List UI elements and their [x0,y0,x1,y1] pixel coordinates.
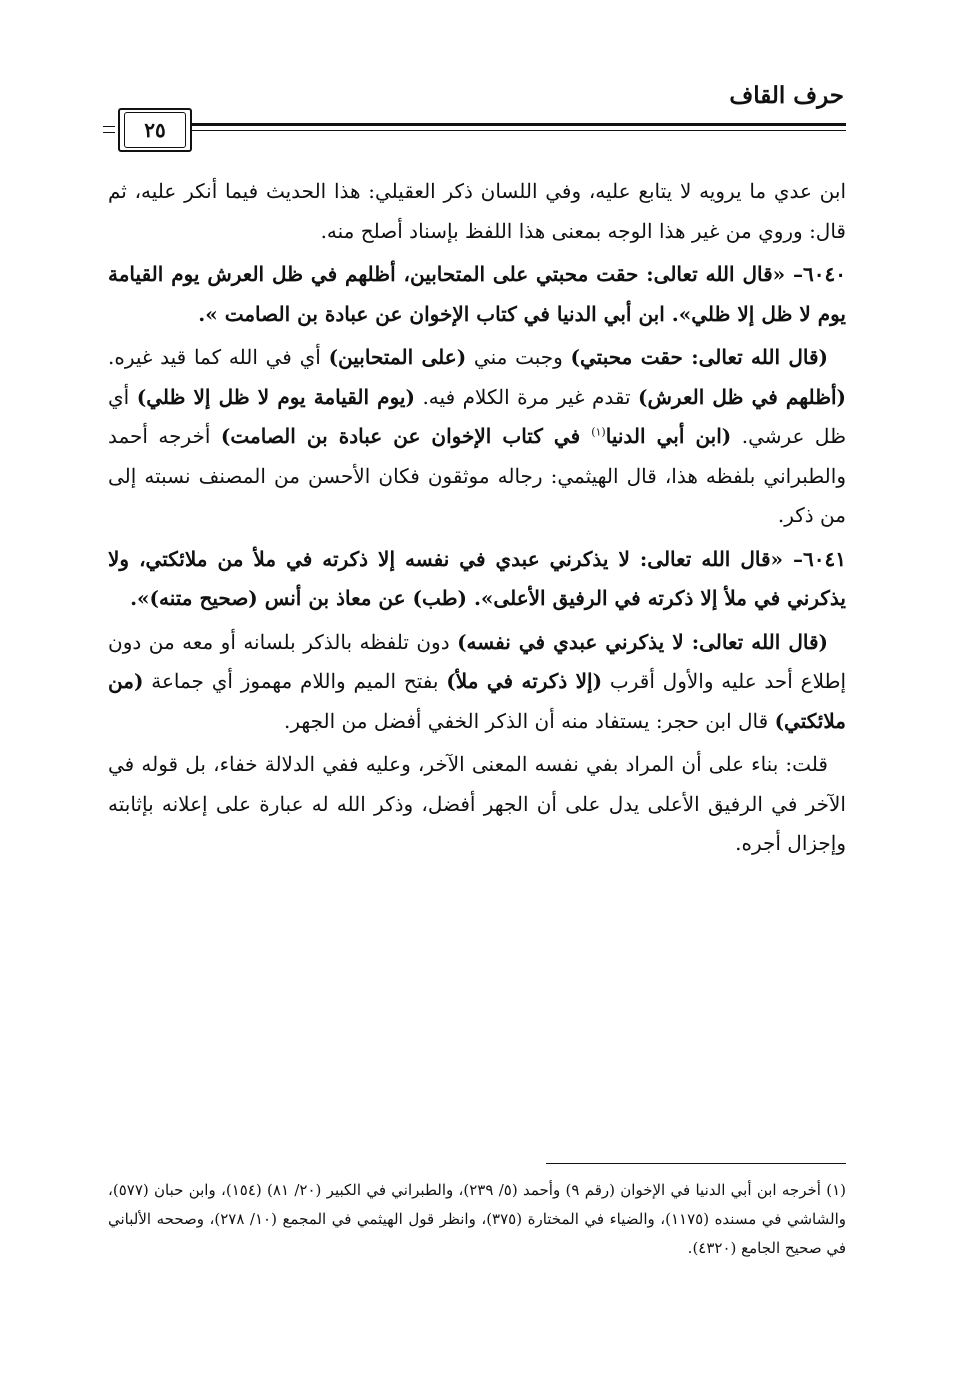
page-number: ٢٥ [124,112,186,148]
footnote-marker: (١) [591,425,606,439]
hadith-6040 [108,255,846,334]
header-rule-thick [190,123,846,126]
commentary-text: تقدم غير مرة الكلام فيه. [414,384,639,409]
note-text: قلت: بناء على أن المراد بفي نفسه المعنى الآخر، وعليه ففي الدلالة خفاء، بل قوله في الآخر في الرفيق الأعلى يدل على أن الجهر أفضل، وذكر الله له عبارة على إعلانه بإثابته وإجزال أجره. [108,752,846,855]
paragraph-text: ابن عدي ما يرويه لا يتابع عليه، وفي اللسان ذكر العقيلي: هذا الحديث فيما أنكر عليه، ثم قال: وروي من غير هذا الوجه بمعنى هذا اللفظ بإسناد أصلح منه. [108,179,846,243]
hadith-text: ٦٠٤٠– «قال الله تعالى: حقت محبتي على المتحابين، أظلهم في ظل العرش يوم القيامة يوم لا ظل إلا ظلي». ابن أبي الدنيا في كتاب الإخوان عن عبادة بن الصامت ». [108,262,846,326]
commentary-text: دون تلفظه بالذكر بلسانه أو معه من دون إطلاع أحد عليه والأول أقرب [108,629,847,693]
author-note [108,745,846,864]
quoted-phrase: (على المتحابين) [328,345,467,369]
quoted-phrase: في كتاب الإخوان عن عبادة بن الصامت) [220,424,592,448]
hadith-6041 [108,540,846,619]
commentary-6040 [108,338,846,536]
main-text [108,172,846,864]
page-number-ornament [103,126,115,133]
quoted-phrase: (ابن أبي الدنيا [605,424,732,448]
commentary-text: أخرجه أحمد والطبراني بلفظه هذا، قال الهيثمي: رجاله موثقون فكان الأحسن من المصنف نسبته إلى من ذكر. [108,424,846,527]
quoted-phrase: (إلا ذكرته في ملأ) [446,669,603,693]
quoted-phrase: (قال الله تعالى: حقت محبتي) [570,345,829,369]
commentary-text: قال ابن حجر: يستفاد منه أن الذكر الخفي أفضل من الجهر. [284,708,775,733]
commentary-text: بفتح الميم واللام مهموز أي جماعة [143,669,447,693]
footnote-1: (١) أخرجه ابن أبي الدنيا في الإخوان (رقم ٩) وأحمد (٥/ ٢٣٩)، والطبراني في الكبير (٢٠/ ٨١) (١٥٤)، وابن حبان (٥٧٧)، والشاشي في مسنده (١١٧٥)، والضياء في المختارة (٣٧٥)، وانظر قول الهيثمي في المجمع (١٠/ ٢٧٨)، وصححه الألباني في صحيح الجامع (٤٣٢٠). [108,1181,846,1257]
commentary-text: وجبت مني [466,345,571,369]
paragraph-continuation [108,172,846,251]
running-title: حرف القاف [729,82,844,109]
quoted-phrase: (قال الله تعالى: لا يذكرني عبدي في نفسه) [457,629,828,654]
hadith-text: ٦٠٤١– «قال الله تعالى: لا يذكرني عبدي في نفسه إلا ذكرته في ملأ من ملائكتي، ولا يذكرني في ملأ إلا ذكرته في الرفيق الأعلى». (طب) عن معاذ بن أنس (صحيح متنه)». [108,546,846,610]
quoted-phrase: (أظلهم في ظل العرش) [638,384,847,409]
quoted-phrase: (يوم القيامة يوم لا ظل إلا ظلي) [136,384,415,409]
commentary-6041 [108,623,846,742]
header-rule-thin [190,130,846,131]
commentary-text: أي في الله كما قيد غيره. [108,345,329,369]
footnotes [108,1176,846,1263]
quoted-phrase: (من ملائكتي) [108,669,846,733]
footnote-separator [546,1163,846,1164]
commentary-text: أي ظل عرشي. [108,384,846,448]
